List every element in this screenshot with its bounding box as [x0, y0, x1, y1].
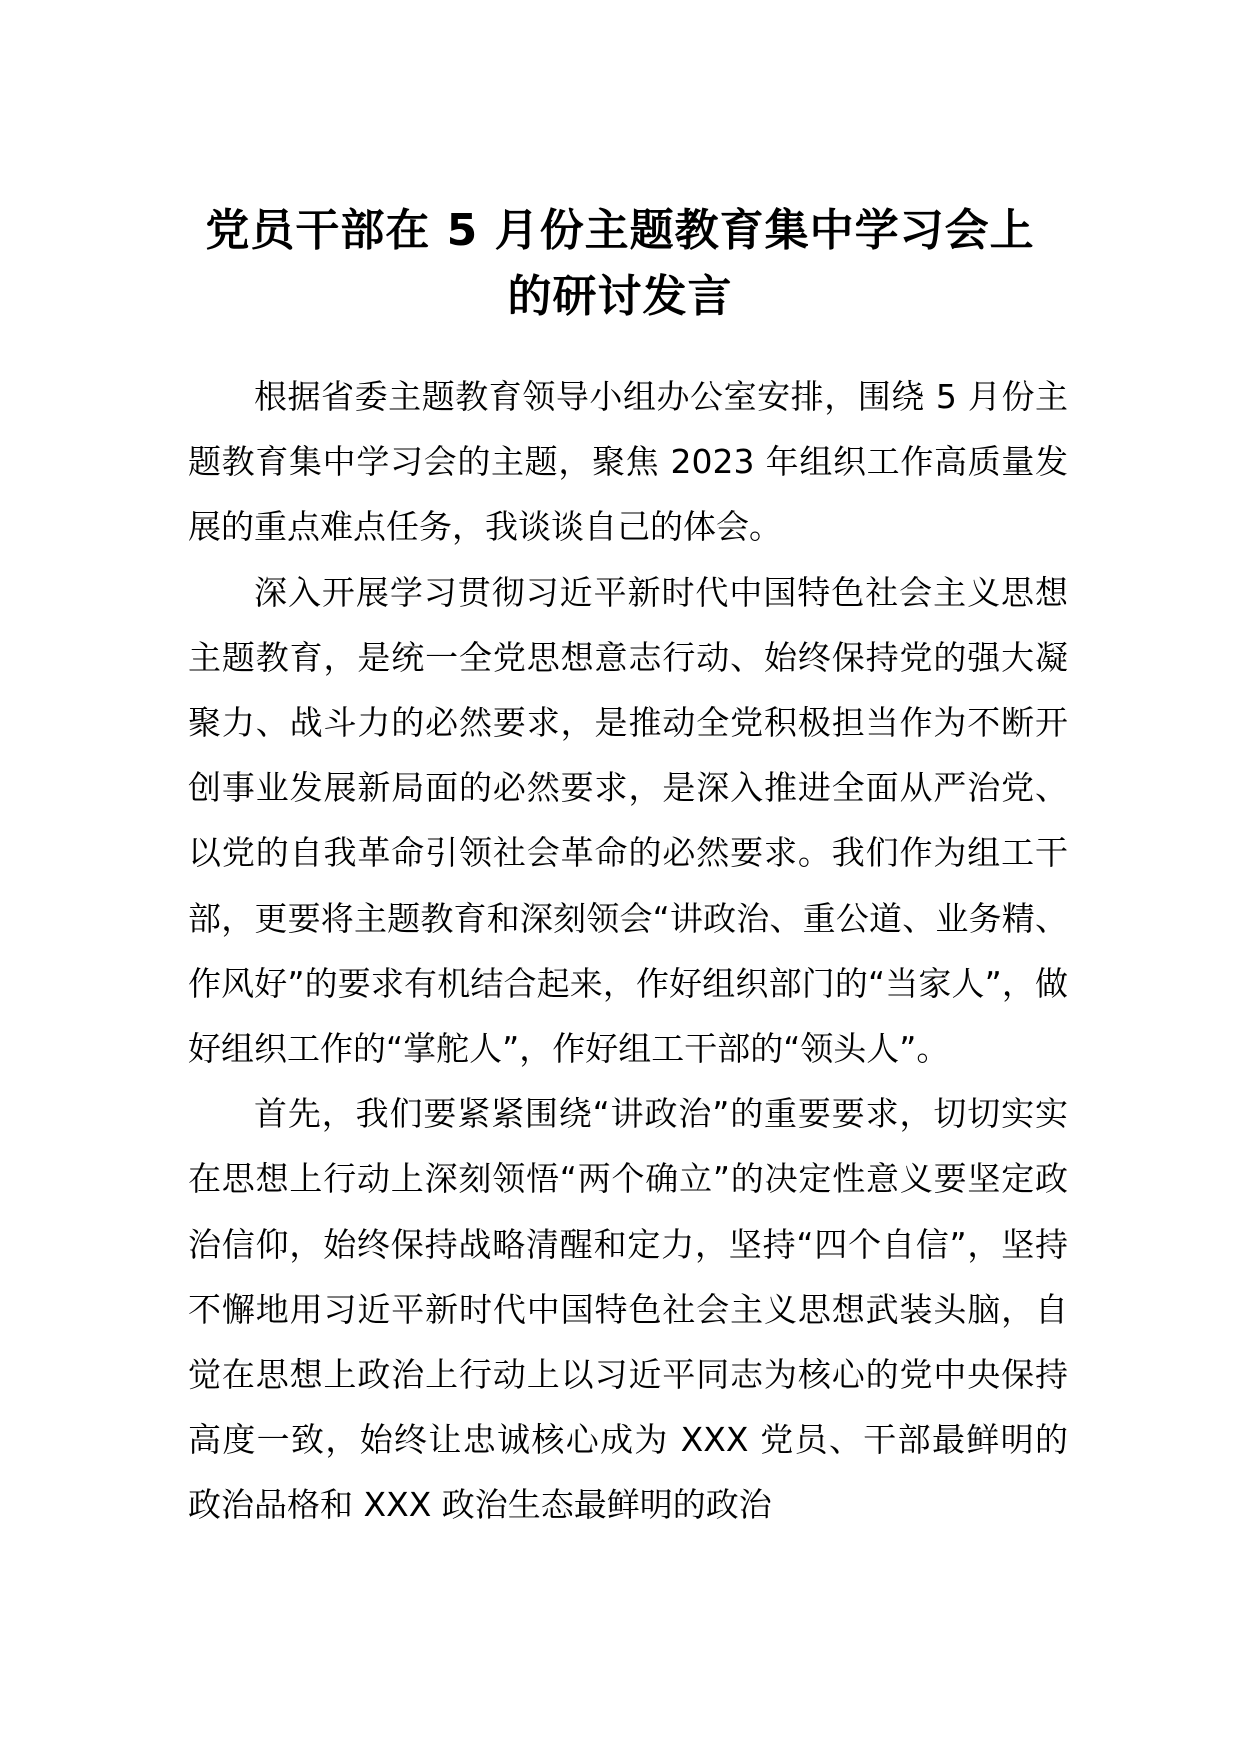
paragraph-3: 首先，我们要紧紧围绕“讲政治”的重要要求，切切实实在思想上行动上深刻领悟“两个确立”的决定性意义要坚定政治信仰，始终保持战略清醒和定力，坚持“四个自信”，坚持不懈地用习近平新时代中国特色社会主义思想武装头脑，自觉在思想上政治上行动上以习近平同志为核心的党中央保持高度一致，始终让忠诚核心成为 XXX 党员、干部最鲜明的政治品格和 XXX 政治生态最鲜明的政治: [188, 1094, 1068, 1525]
document-body: [188, 364, 1068, 1538]
document-title-line-1: 党员干部在 5 月份主题教育集中学习会上: [205, 205, 1035, 256]
paragraph-1: 根据省委主题教育领导小组办公室安排，围绕 5 月份主题教育集中学习会的主题，聚焦 2023 年组织工作高质量发展的重点难点任务，我谈谈自己的体会。: [188, 377, 1068, 547]
document-title-line-2: 的研讨发言: [507, 271, 733, 322]
paragraph-2: 深入开展学习贯彻习近平新时代中国特色社会主义思想主题教育，是统一全党思想意志行动、始终保持党的强大凝聚力、战斗力的必然要求，是推动全党积极担当作为不断开创事业发展新局面的必然要求，是深入推进全面从严治党、以党的自我革命引领社会革命的必然要求。我们作为组工干部，更要将主题教育和深刻领会“讲政治、重公道、业务精、作风好”的要求有机结合起来，作好组织部门的“当家人”，做好组织工作的“掌舵人”，作好组工干部的“领头人”。: [188, 572, 1068, 1069]
